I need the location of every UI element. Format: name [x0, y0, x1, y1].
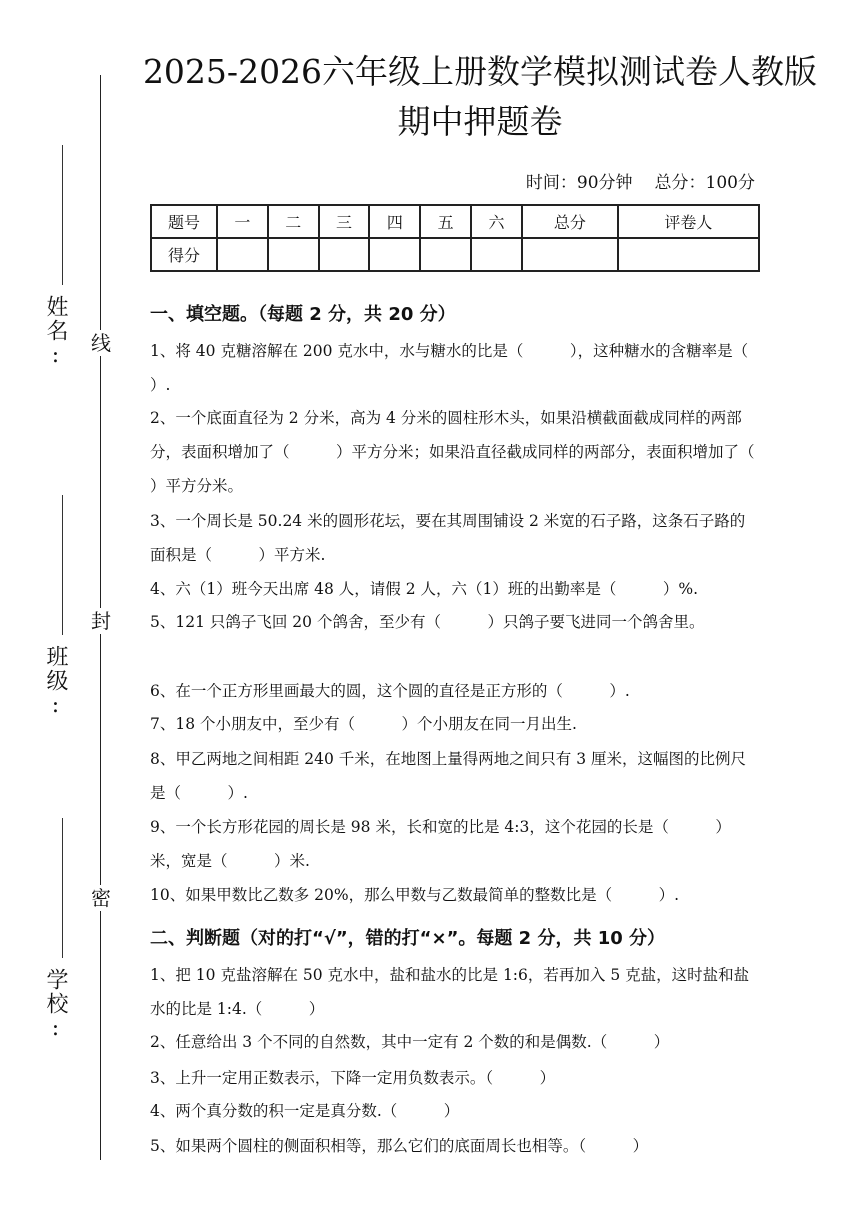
question-1-6: 6、在一个正方形里画最大的圆，这个圆的直径是正方形的（ ）. [150, 682, 630, 700]
score-row-label: 得分 [151, 238, 217, 271]
class-underline [62, 495, 63, 635]
class-label: 班级: [43, 645, 68, 720]
section2-heading: 二、判断题（对的打“√”，错的打“×”。每题 2 分，共 10 分） [150, 928, 666, 949]
exam-time: 时间：90分钟 [525, 173, 633, 193]
school-label: 学校: [43, 968, 68, 1043]
question-2-1: 1、把 10 克盐溶解在 50 克水中，盐和盐水的比是 1:6，若再加入 5 克盐，这时盐和盐水的比是 1:4.（ ） [150, 966, 750, 1018]
question-2-2: 2、任意给出 3 个不同的自然数，其中一定有 2 个数的和是偶数.（ ） [150, 1033, 670, 1051]
score-header-cell: 一 [217, 205, 268, 238]
question-1-3: 3、一个周长是 50.24 米的圆形花坛，要在其周围铺设 2 米宽的石子路，这条石子路的面积是（ ）平方米. [150, 512, 746, 564]
score-cell[interactable] [319, 238, 370, 271]
score-header-cell: 评卷人 [618, 205, 759, 238]
score-header-cell: 总分 [522, 205, 618, 238]
question-1-4: 4、六（1）班今天出席 48 人，请假 2 人，六（1）班的出勤率是（ ）%. [150, 580, 699, 598]
score-cell[interactable] [268, 238, 319, 271]
score-cell[interactable] [420, 238, 471, 271]
score-header-cell: 四 [369, 205, 420, 238]
score-cell[interactable] [522, 238, 618, 271]
score-table [150, 204, 760, 272]
score-table-header-row [151, 205, 759, 238]
question-2-3: 3、上升一定用正数表示，下降一定用负数表示。（ ） [150, 1069, 556, 1087]
question-1-2: 2、一个底面直径为 2 分米，高为 4 分米的圆柱形木头，如果沿横截面截成同样的两部分，表面积增加了（ ）平方分米；如果沿直径截成同样的两部分，表面积增加了（ ）平方分米。 [150, 409, 802, 495]
seal-char-line: 线 [91, 331, 111, 355]
school-underline [62, 818, 63, 958]
seal-char-seal: 封 [91, 609, 111, 633]
question-1-1: 1、将 40 克糖溶解在 200 克水中，水与糖水的比是（ ），这种糖水的含糖率是（ ）. [150, 342, 795, 394]
question-1-10: 10、如果甲数比乙数多 20%，那么甲数与乙数最简单的整数比是（ ）. [150, 886, 680, 904]
score-header-cell: 三 [319, 205, 370, 238]
question-2-4: 4、两个真分数的积一定是真分数.（ ） [150, 1102, 460, 1120]
question-2-5: 5、如果两个圆柱的侧面积相等，那么它们的底面周长也相等。（ ） [150, 1137, 649, 1155]
score-table-score-row [151, 238, 759, 271]
score-header-cell: 五 [420, 205, 471, 238]
score-cell[interactable] [217, 238, 268, 271]
exam-title-line1: 2025-2026六年级上册数学模拟测试卷人教版 [142, 52, 818, 91]
exam-meta [470, 168, 755, 193]
score-cell[interactable] [618, 238, 759, 271]
name-label: 姓名: [43, 295, 68, 370]
question-1-8: 8、甲乙两地之间相距 240 千米，在地图上量得两地之间只有 3 厘米，这幅图的比例尺是（ ）. [150, 750, 747, 802]
exam-total: 总分：100分 [654, 173, 755, 193]
exam-title-line2: 期中押题卷 [397, 102, 563, 141]
section1-heading: 一、填空题。（每题 2 分，共 20 分） [150, 304, 456, 325]
question-1-7: 7、18 个小朋友中，至少有（ ）个小朋友在同一月出生. [150, 715, 577, 733]
question-1-9: 9、一个长方形花园的周长是 98 米，长和宽的比是 4:3，这个花园的长是（ ）米，宽是（ ）米. [150, 818, 731, 870]
score-header-cell: 六 [471, 205, 522, 238]
score-cell[interactable] [471, 238, 522, 271]
seal-char-secret: 密 [91, 886, 111, 910]
score-header-cell: 题号 [151, 205, 217, 238]
score-header-cell: 二 [268, 205, 319, 238]
question-1-5: 5、121 只鸽子飞回 20 个鸽舍，至少有（ ）只鸽子要飞进同一个鸽舍里。 [150, 613, 705, 631]
score-cell[interactable] [369, 238, 420, 271]
name-underline [62, 145, 63, 285]
